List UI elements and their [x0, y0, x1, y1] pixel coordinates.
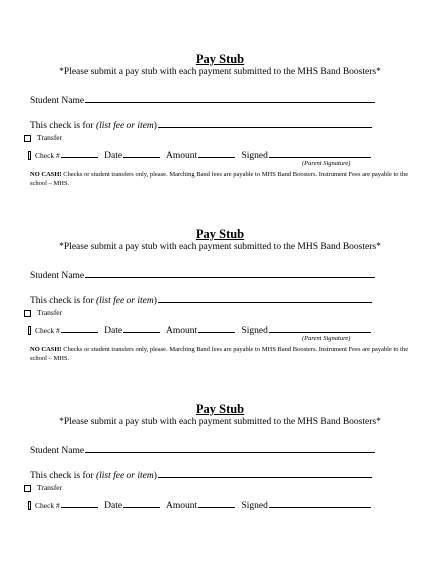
student-name-field[interactable]: [85, 268, 375, 278]
transfer-row: [24, 483, 62, 493]
date-label: Date: [104, 501, 123, 511]
amount-label: Amount: [165, 151, 198, 161]
check-for-hint: (list fee or item: [95, 121, 154, 131]
no-cash-note: [30, 345, 410, 363]
no-cash-note: [30, 170, 410, 188]
no-cash-bold: NO CASH!: [30, 346, 62, 353]
check-no-field[interactable]: [61, 498, 98, 508]
transfer-checkbox[interactable]: [24, 310, 31, 317]
check-bar-icon: [28, 326, 31, 335]
check-for-label: This check is for: [30, 296, 94, 306]
check-for-hint: (list fee or item: [95, 471, 154, 481]
student-name-row: [30, 443, 375, 457]
student-name-field[interactable]: [85, 93, 375, 103]
payment-details-row: [28, 498, 371, 512]
transfer-label: Transfer: [37, 483, 63, 492]
check-no-field[interactable]: [61, 323, 98, 333]
check-bar-icon: [28, 501, 31, 510]
student-name-label: Student Name: [30, 446, 85, 456]
check-for-label: This check is for: [30, 471, 94, 481]
check-for-close: ): [153, 121, 157, 131]
stub-title: Pay Stub: [195, 402, 245, 416]
check-for-hint: (list fee or item: [95, 296, 154, 306]
no-cash-bold: NO CASH!: [30, 171, 62, 178]
student-name-label: Student Name: [30, 96, 85, 106]
stub-title: Pay Stub: [195, 227, 245, 241]
transfer-label: Transfer: [37, 133, 63, 142]
check-for-row: [30, 118, 372, 132]
check-no-label: Check #: [35, 326, 60, 335]
transfer-checkbox[interactable]: [24, 135, 31, 142]
amount-label: Amount: [165, 501, 198, 511]
date-field[interactable]: [123, 148, 160, 158]
signature-field[interactable]: [269, 148, 371, 158]
amount-field[interactable]: [198, 148, 235, 158]
pay-stub-2: [0, 227, 440, 387]
student-name-row: [30, 268, 375, 282]
date-label: Date: [104, 151, 123, 161]
amount-field[interactable]: [198, 498, 235, 508]
transfer-label: Transfer: [37, 308, 63, 317]
signature-field[interactable]: [269, 323, 371, 333]
no-cash-text: Checks or student transfers only, please. Marching Band fees are payable to MHS Band Boosters. Instrument Fees are payable to the school – MHS.: [30, 346, 409, 362]
check-no-field[interactable]: [61, 148, 98, 158]
amount-label: Amount: [165, 326, 198, 336]
student-name-label: Student Name: [30, 271, 85, 281]
transfer-checkbox[interactable]: [24, 485, 31, 492]
check-for-label: This check is for: [30, 121, 94, 131]
check-for-field[interactable]: [158, 118, 372, 128]
stub-subtitle: *Please submit a pay stub with each payment submitted to the MHS Band Boosters*: [59, 417, 381, 427]
signed-label: Signed: [241, 151, 268, 161]
pay-stub-3: [0, 402, 440, 562]
date-label: Date: [104, 326, 123, 336]
signature-caption: (Parent Signature): [302, 160, 351, 167]
check-for-row: [30, 468, 372, 482]
amount-field[interactable]: [198, 323, 235, 333]
check-no-label: Check #: [35, 151, 60, 160]
check-for-close: ): [153, 471, 157, 481]
stub-subtitle: *Please submit a pay stub with each payment submitted to the MHS Band Boosters*: [59, 67, 381, 77]
check-for-close: ): [153, 296, 157, 306]
check-for-row: [30, 293, 372, 307]
student-name-row: [30, 93, 375, 107]
check-for-field[interactable]: [158, 293, 372, 303]
student-name-field[interactable]: [85, 443, 375, 453]
check-for-field[interactable]: [158, 468, 372, 478]
date-field[interactable]: [123, 323, 160, 333]
pay-stub-1: [0, 52, 440, 212]
transfer-row: [24, 133, 62, 143]
transfer-row: [24, 308, 62, 318]
signature-field[interactable]: [269, 498, 371, 508]
check-bar-icon: [28, 151, 31, 160]
signature-caption: (Parent Signature): [302, 335, 351, 342]
stub-title: Pay Stub: [195, 52, 245, 66]
signed-label: Signed: [241, 326, 268, 336]
no-cash-text: Checks or student transfers only, please. Marching Band fees are payable to MHS Band Boosters. Instrument Fees are payable to the school – MHS.: [30, 171, 409, 187]
check-no-label: Check #: [35, 501, 60, 510]
signed-label: Signed: [241, 501, 268, 511]
stub-subtitle: *Please submit a pay stub with each payment submitted to the MHS Band Boosters*: [59, 242, 381, 252]
date-field[interactable]: [123, 498, 160, 508]
